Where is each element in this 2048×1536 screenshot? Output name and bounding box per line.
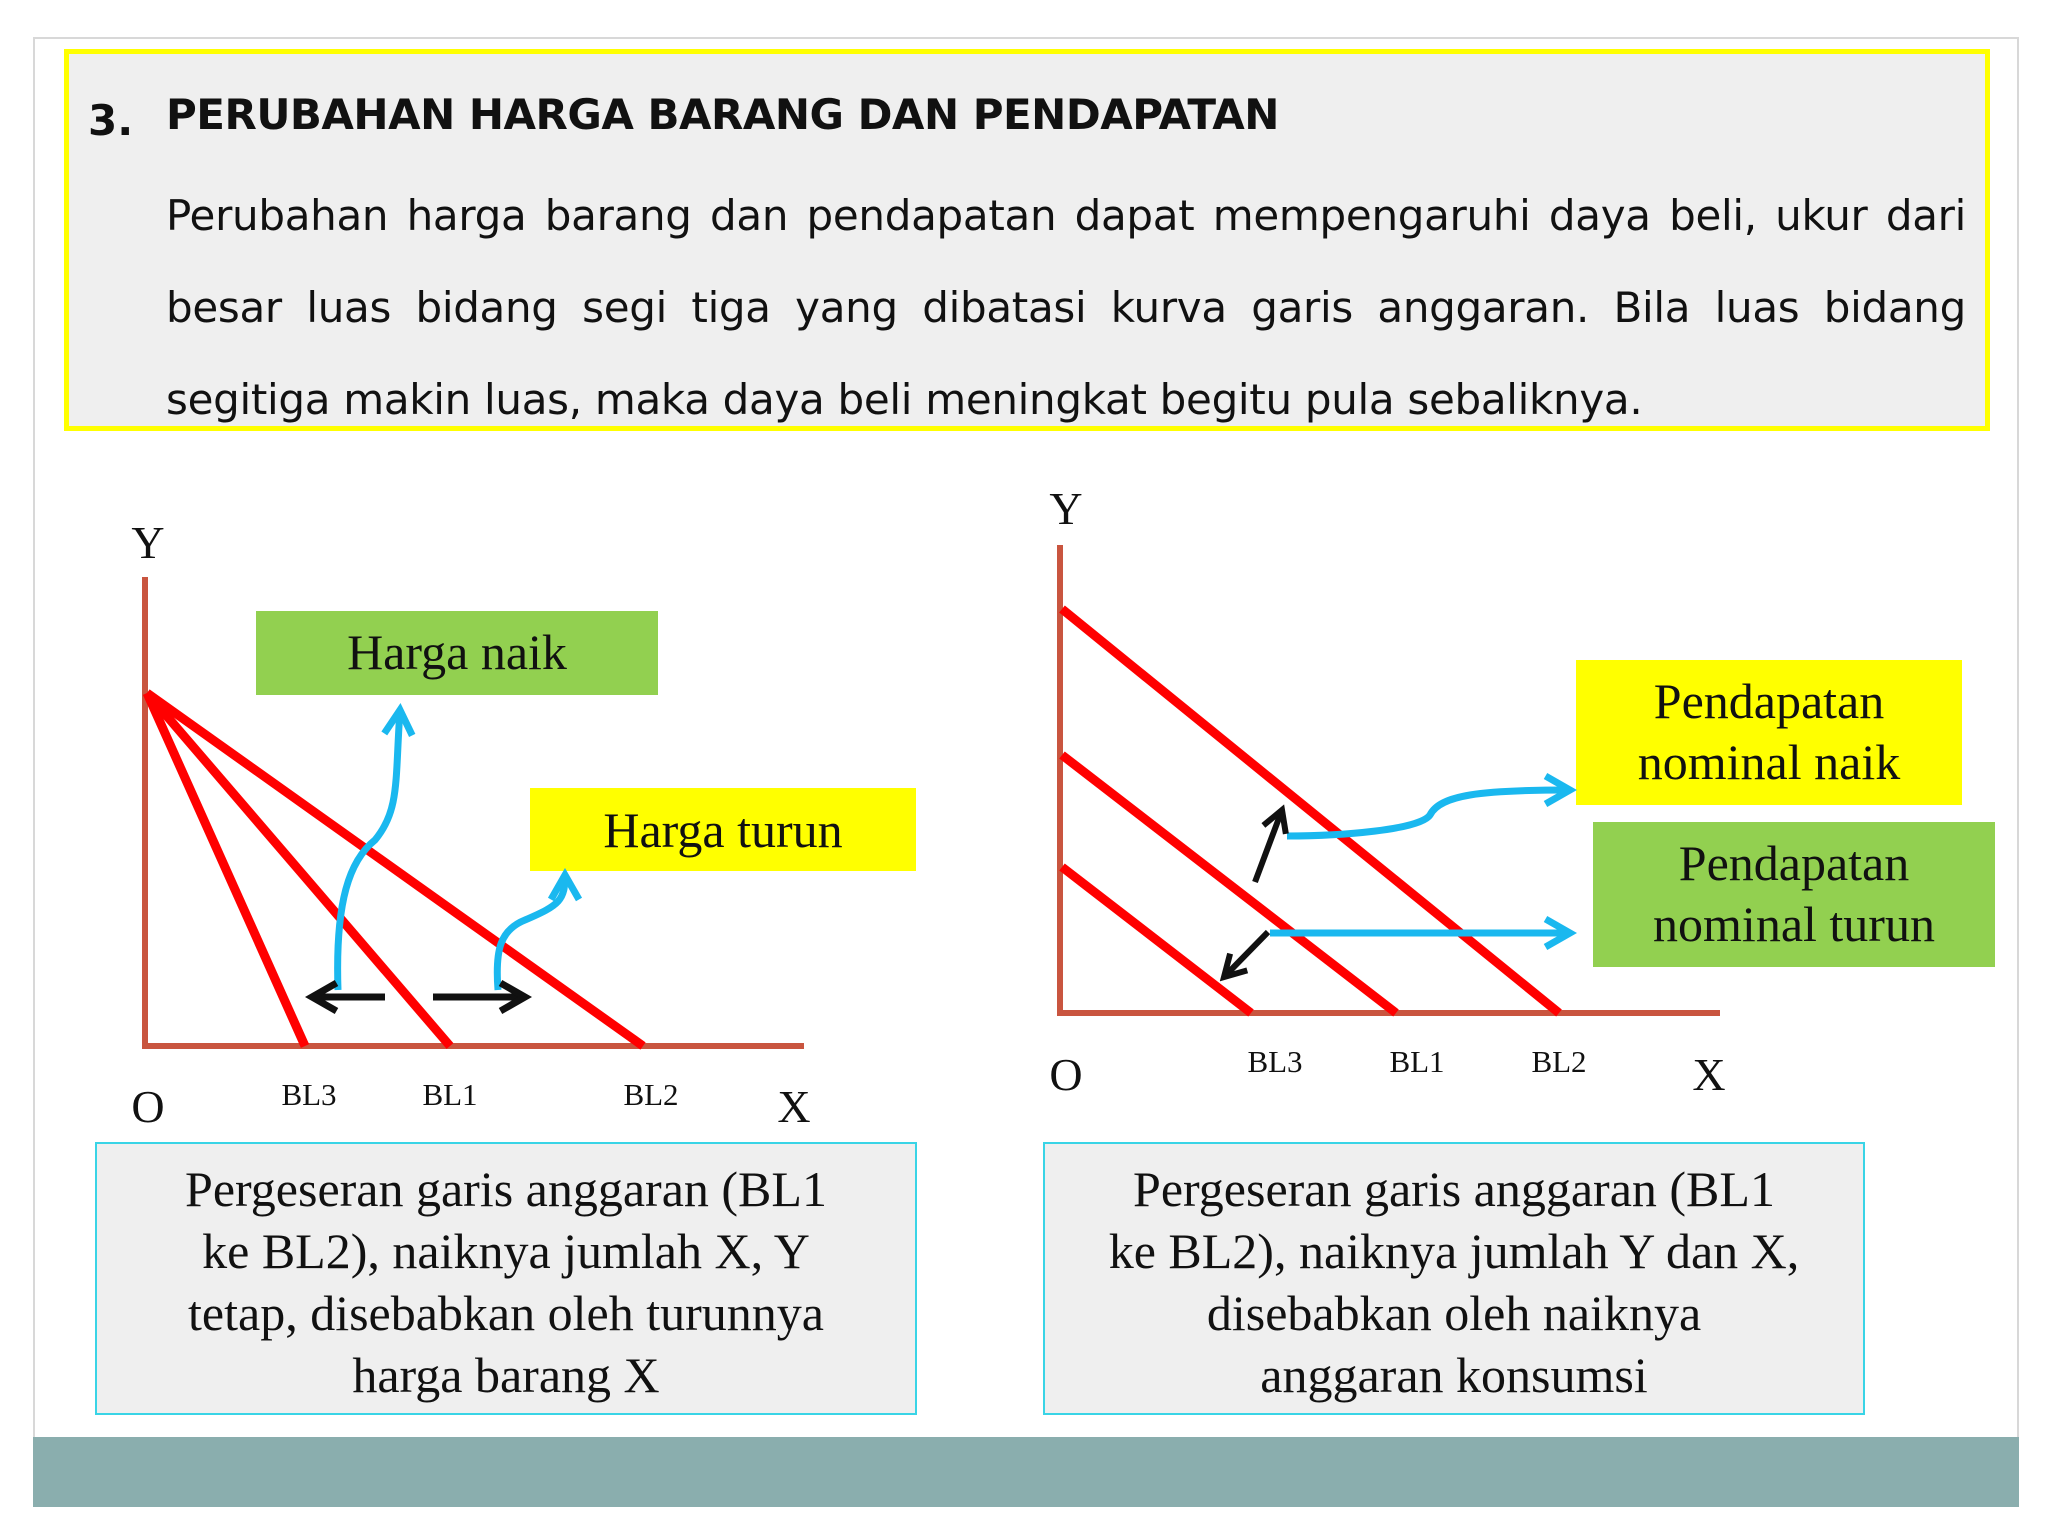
right-caption-line: Pergeseran garis anggaran (BL1 [1133,1161,1775,1217]
left-bl1-label: BL1 [422,1077,478,1112]
right-bl2-label: BL2 [1531,1044,1587,1079]
right-budget-line-bl3 [1062,867,1251,1013]
pendapatan-turun-label-line1: Pendapatan [1678,835,1910,891]
left-budget-line-bl1 [147,693,450,1046]
harga-turun-blue-arrow [497,875,565,990]
right-origin-label: O [1049,1049,1083,1100]
footer-bar [33,1437,2019,1507]
intro-paragraph: Perubahan harga barang dan pendapatan dapat mempengaruhi daya beli, ukur dari besar luas bidang segi tiga yang dibatasi kurva garis anggaran. Bila luas bidang segitiga makin luas, maka daya beli meningkat begitu pula sebaliknya. [166,191,1966,424]
right-caption-line: disebabkan oleh naiknya [1206,1285,1702,1341]
left-caption-line: Pergeseran garis anggaran (BL1 [185,1161,827,1217]
right-x-label: X [1692,1049,1726,1100]
right-shift-arrow-up [1255,810,1282,882]
left-caption-line: ke BL2), naiknya jumlah X, Y [202,1223,810,1279]
right-caption-line: ke BL2), naiknya jumlah Y dan X, [1108,1223,1800,1279]
right-diagram [1049,483,1995,1100]
left-caption [95,1142,917,1415]
left-y-label: Y [131,517,165,568]
harga-turun-label: Harga turun [603,802,843,858]
left-caption-line: tetap, disebabkan oleh turunnya [188,1285,824,1341]
right-caption [1043,1142,1865,1415]
right-y-label: Y [1049,483,1083,534]
right-shift-arrow-down [1224,932,1268,977]
section-number: 3. [88,96,134,145]
left-caption-line: harga barang X [352,1347,660,1403]
left-origin-label: O [131,1081,165,1132]
right-bl1-label: BL1 [1389,1044,1445,1079]
left-bl3-label: BL3 [281,1077,337,1112]
harga-naik-label: Harga naik [347,624,567,680]
pendapatan-turun-label-line2: nominal turun [1653,896,1935,952]
left-bl2-label: BL2 [623,1077,679,1112]
pendapatan-naik-label-line2: nominal naik [1637,734,1901,790]
left-x-label: X [777,1081,811,1132]
pendapatan-naik-label-line1: Pendapatan [1653,673,1885,729]
section-heading: PERUBAHAN HARGA BARANG DAN PENDAPATAN [166,90,1279,139]
right-caption-line: anggaran konsumsi [1260,1347,1648,1403]
right-bl3-label: BL3 [1247,1044,1303,1079]
left-diagram [131,517,916,1132]
